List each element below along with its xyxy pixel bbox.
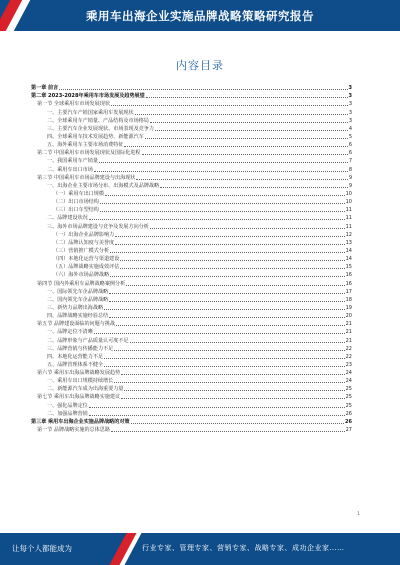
toc-entry[interactable] [31,108,352,116]
toc-entry[interactable] [31,418,352,426]
toc-leader-dots [146,97,348,98]
toc-entry-page: 6 [348,150,352,157]
toc-entry-title: 一、品牌定位不清晰 [47,329,93,336]
toc-entry-title: 五、品牌管理体系不健全 [47,361,104,368]
toc-entry-title: 三、海外市场品牌建设与竞争及发展方向分析 [47,223,149,230]
toc-leader-dots [114,382,344,383]
toc-entry-title: 四、品牌战略实施经验总结 [47,313,109,320]
toc-entry-page: 11 [345,215,352,222]
toc-leader-dots [155,130,348,131]
toc-leader-dots [94,333,345,334]
toc-leader-dots [150,228,345,229]
report-header [0,0,400,31]
toc-entry-title: 二、品牌形象与产品质量认可度不足 [47,337,129,344]
toc-entry[interactable] [31,92,352,100]
toc-leader-dots [99,162,348,163]
toc-entry[interactable] [31,263,352,271]
toc-leader-dots [111,105,348,106]
toc-entry-page: 16 [345,272,352,279]
toc-entry[interactable] [31,206,352,214]
toc-entry-page: 3 [348,109,352,116]
toc-leader-dots [142,154,348,155]
toc-leader-dots [160,187,348,188]
toc-entry-page: 10 [345,190,352,197]
toc-entry[interactable] [31,182,352,190]
report-title: 乘用车出海企业实施品牌战略策略研究报告 [86,9,314,23]
toc-entry-page: 18 [345,296,352,303]
toc-entry-title: 一、主要汽车产销国家乘用车发展现状 [47,109,134,116]
footer-tagline: 行业专家、管理专家、营销专家、战略专家、成功企业家…… [142,544,345,552]
toc-entry[interactable] [31,239,352,247]
toc-entry-title: 三、主要汽车企业发展现状、市场表现及竞争力 [47,125,154,132]
toc-entry-page: 16 [345,280,352,287]
toc-entry-page: 21 [345,337,352,344]
toc-entry-page: 22 [345,353,352,360]
toc-entry[interactable] [31,320,352,328]
toc-leader-dots [124,146,347,147]
toc-entry-page: 9 [348,182,352,189]
toc-entry-title: 二、全球乘用车产销量、产品结构及市场格局 [47,117,149,124]
toc-entry-title: （四）本地化运营与渠道建设 [53,256,120,263]
toc-entry[interactable] [31,165,352,173]
toc-leader-dots [124,390,344,391]
toc-entry-page: 7 [348,158,352,165]
toc-entry-title: （三）出口车型结构 [53,207,99,214]
toc-entry-page: 14 [345,247,352,254]
toc-leader-dots [131,423,344,424]
toc-leader-dots [89,415,345,416]
toc-entry[interactable] [31,304,352,312]
toc-leader-dots [100,203,345,204]
toc-entry-page: 3 [348,85,352,92]
toc-entry-title: （一）乘用车出口规模 [53,190,104,197]
toc-entry-page: 10 [345,199,352,206]
toc-entry-page: 15 [345,264,352,271]
toc-entry-page: 21 [345,321,352,328]
toc-entry[interactable] [31,385,352,393]
toc-leader-dots [115,236,344,237]
toc-entry-page: 25 [345,386,352,393]
report-footer [0,533,400,565]
toc-leader-dots [120,260,344,261]
toc-entry-title: 一、国际领先车企品牌战略 [47,288,109,295]
toc-entry-title: 一、强化品牌定位 [47,402,88,409]
toc-entry-title: 三、品牌营销与传播能力不足 [47,345,114,352]
toc-entry-page: 22 [345,345,352,352]
toc-entry-page: 3 [348,117,352,124]
toc-entry[interactable] [31,198,352,206]
toc-leader-dots [59,89,347,90]
toc-entry-page: 9 [348,174,352,181]
toc-entry-title: （一）出海企业品牌影响力 [53,231,115,238]
toc-entry[interactable] [31,410,352,418]
toc-leader-dots [121,398,345,399]
toc-entry[interactable] [31,174,352,182]
toc-entry-page: 24 [345,378,352,385]
toc-entry-page: 14 [345,256,352,263]
toc-entry-title: （二）出口市场结构 [53,199,99,206]
toc-leader-dots [94,171,348,172]
toc-entry-title: 第四节 国内外乘用车品牌战略案例分析 [37,280,126,287]
toc-entry-title: （二）品牌认知度与美誉度 [53,239,115,246]
toc-entry-page: 19 [345,304,352,311]
toc-entry-page: 26 [345,418,352,425]
toc-entry[interactable] [31,369,352,377]
table-of-contents [31,84,352,434]
toc-leader-dots [115,244,344,245]
toc-entry[interactable] [31,345,352,353]
toc-entry[interactable] [31,222,352,230]
toc-entry-title: 第二章 2023-2028年乘用车市场发展及趋势展望 [31,93,145,100]
toc-leader-dots [104,358,345,359]
toc-entry-title: 第一章 前言 [31,85,59,92]
toc-entry[interactable] [31,279,352,287]
toc-leader-dots [89,407,345,408]
toc-entry-title: 五、海外乘用车主要市场消费特征 [47,142,124,149]
toc-leader-dots [145,138,348,139]
toc-leader-dots [120,268,344,269]
toc-leader-dots [110,276,345,277]
toc-entry[interactable] [31,312,352,320]
toc-leader-dots [116,325,345,326]
toc-entry[interactable] [31,336,352,344]
footer-slogan: 让每个人都能成为 [12,544,72,553]
toc-leader-dots [109,293,344,294]
toc-entry-page: 13 [345,239,352,246]
toc-entry-page: 3 [348,93,352,100]
toc-entry-page: 6 [348,142,352,149]
toc-entry[interactable] [31,84,352,92]
toc-leader-dots [105,195,345,196]
toc-entry[interactable] [31,271,352,279]
toc-leader-dots [104,366,345,367]
toc-entry-title: 二、国内领先车企品牌战略 [47,296,109,303]
toc-entry-page: 12 [345,231,352,238]
toc-entry-title: 第二节 中国乘用车市场发展现状及国际化进程 [37,150,141,157]
toc-leader-dots [135,114,348,115]
toc-leader-dots [110,252,345,253]
toc-entry-title: 二、新能源汽车成为出海重要力量 [47,386,124,393]
toc-entry[interactable] [31,247,352,255]
toc-entry-page: 17 [345,288,352,295]
toc-leader-dots [114,350,344,351]
toc-entry-title: 一、出海企业主要市场分布、出海模式及品牌战略 [47,182,160,189]
toc-entry[interactable] [31,231,352,239]
toc-title: 内容目录 [176,59,224,72]
toc-entry-page: 27 [345,427,352,434]
toc-entry-page: 3 [348,101,352,108]
page-number: 1 [357,512,360,517]
toc-entry-page: 5 [348,133,352,140]
toc-entry-page: 4 [348,125,352,132]
toc-entry-title: 四、本地化运营能力不足 [47,353,104,360]
toc-entry[interactable] [31,125,352,133]
toc-entry-title: 一、我国乘用车产销量 [47,158,98,165]
toc-entry[interactable] [31,288,352,296]
toc-entry[interactable] [31,361,352,369]
toc-entry[interactable] [31,255,352,263]
toc-entry[interactable] [31,401,352,409]
toc-leader-dots [111,431,345,432]
toc-entry-page: 25 [345,402,352,409]
toc-entry-page: 11 [345,223,352,230]
toc-leader-dots [126,285,344,286]
toc-entry-title: 二、乘用车出口市场 [47,166,93,173]
toc-leader-dots [130,342,345,343]
toc-entry[interactable] [31,157,352,165]
toc-entry-page: 20 [345,313,352,320]
toc-leader-dots [109,317,344,318]
toc-entry-page: 23 [345,361,352,368]
toc-entry-title: 第一节 全球乘用车市场发展现状 [37,101,110,108]
toc-entry-title: 二、品牌建设状况 [47,215,88,222]
toc-leader-dots [121,374,345,375]
toc-entry-title: （六）海外市场品牌战略 [53,272,110,279]
toc-entry-title: 第七节 乘用车出海品牌战略实施建议 [37,394,121,401]
toc-entry-page: 11 [345,207,352,214]
toc-leader-dots [100,211,345,212]
toc-leader-dots [89,219,345,220]
toc-entry[interactable] [31,328,352,336]
toc-entry-title: 二、加强品牌营销 [47,410,88,417]
toc-entry[interactable] [31,353,352,361]
toc-entry-title: 第三章 乘用车出海企业实施品牌战略的对策 [31,418,130,425]
toc-entry-title: （三）营销推广模式分析 [53,247,110,254]
toc-entry-title: 第一节 品牌战略实施的总体思路 [37,427,110,434]
toc-entry-title: 三、新势力品牌出海战略 [47,304,104,311]
toc-entry-page: 26 [345,410,352,417]
toc-leader-dots [136,179,347,180]
toc-leader-dots [104,309,345,310]
toc-entry[interactable] [31,377,352,385]
toc-entry[interactable] [31,214,352,222]
toc-entry-page: 8 [348,166,352,173]
toc-entry-title: 第三节 中国乘用车市场品牌建设与出海现状 [37,174,136,181]
toc-leader-dots [150,122,348,123]
toc-entry[interactable] [31,296,352,304]
toc-entry-title: 一、乘用车出口规模持续增长 [47,378,114,385]
toc-entry-page: 24 [345,370,352,377]
toc-entry[interactable] [31,190,352,198]
toc-entry-page: 21 [345,329,352,336]
toc-entry-title: （五）品牌战略实施成效评估 [53,264,120,271]
toc-entry-page: 25 [345,394,352,401]
toc-entry-title: 四、全球乘用车技术发展趋势、新能源汽车 [47,133,144,140]
toc-entry[interactable] [31,117,352,125]
toc-entry[interactable] [31,393,352,401]
toc-entry[interactable] [31,426,352,434]
toc-entry-title: 第五节 品牌建设面临的问题与挑战 [37,321,116,328]
toc-entry[interactable] [31,100,352,108]
toc-entry[interactable] [31,149,352,157]
toc-entry[interactable] [31,141,352,149]
toc-entry-title: 第六节 乘用车出海品牌战略发展趋势 [37,370,121,377]
toc-entry[interactable] [31,133,352,141]
toc-leader-dots [109,301,344,302]
